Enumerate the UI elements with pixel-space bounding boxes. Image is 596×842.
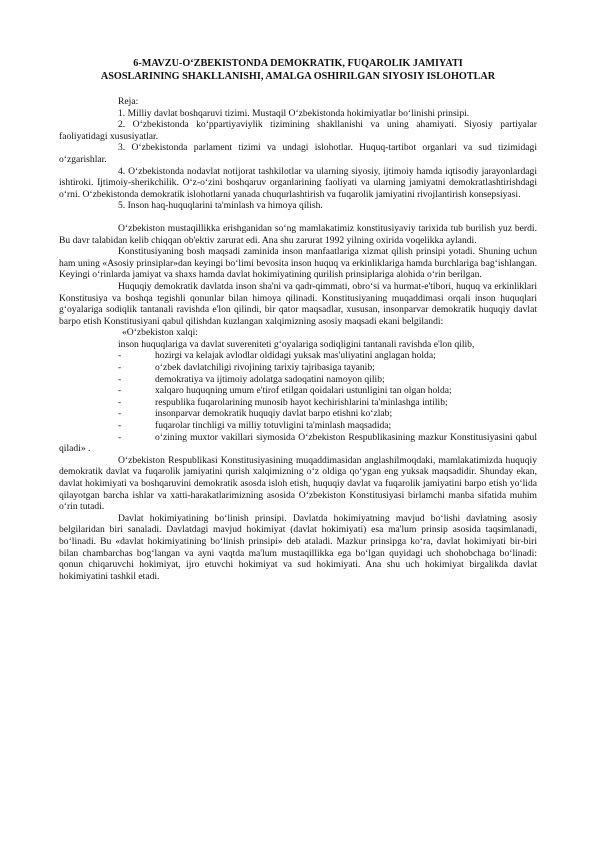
list-item-text: xalqaro huquqning umum e'tirof etilgan qoidalari ustunligini tan olgan holda;: [155, 385, 452, 397]
title-line-1: 6-MAVZU-O‘ZBEKISTONDA DEMOKRATIK, FUQAROLIK JAMIYATI: [133, 58, 463, 69]
plan-item-1: 1. Milliy davlat boshqaruvi tizimi. Mustaqil O‘zbekistonda hokimiyatlar bo‘linishi prinsipi.: [118, 107, 470, 119]
list-item: [59, 362, 537, 374]
list-item: [59, 374, 537, 386]
plan-item-3: 3. O‘zbekistonda parlament tizimi va undagi islohotlar. Huquq-tartibot organlari va sud tizimidagi o‘zgarishlar.: [59, 142, 537, 165]
paragraph-preamble-meaning: O‘zbekiston Respublikasi Konstitusiyasining muqaddimasidan anglashilmoqdaki, mamlakatimizda huquqiy demokratik davlat va fuqarolik jamiyatini qurish xalqimizning o‘z oldiga qo‘ygan eng yuksak maqsadidir. Shunday ekan, davlat hokimiyati va boshqaruvini demokratik asosda isloh etish, huquqiy davlat va fuqarolik jamiyatini barpo etish yo‘lida qilayotgan barcha ishlar va xatti-harakatlarimizning asosida O‘zbekiston Konstitusiyasi birlamchi manba sifatida muhim o‘rin tutadi.: [59, 454, 537, 513]
quote-intro: «O‘zbekiston xalqi:: [122, 327, 198, 339]
list-item-text: o‘zbek davlatchiligi rivojining tarixiy tajribasiga tayanib;: [155, 362, 375, 374]
plan-item-2: 2. O‘zbekistonda ko‘ppartiyaviylik tizimining shakllanishi va uning ahamiyati. Siyosiy partiyalar faoliyatidagi xususiyatlar.: [59, 119, 537, 142]
list-item-text: hozirgi va kelajak avlodlar oldidagi yuksak mas'uliyatini anglagan holda;: [155, 350, 436, 362]
list-item-text: demokratiya va ijtimoiy adolatga sadoqatini namoyon qilib;: [155, 373, 385, 385]
plan-item-4: 4. O‘zbekistonda nodavlat notijorat tashkilotlar va ularning siyosiy, ijtimoiy hamda iqtisodiy jarayonlardagi ishtiroki. Ijtimoiy-sherikchilik. O‘z-o‘zini boshqaruv organlarining faoliyati va ularning jamiyatni demokratlashtirishdagi o‘rni. O‘zbekistonda demokratik islohotlarni yanada chuqurlashtirish va fuqarolik jamiyatini rivojlantirish konsepsiyasi.: [59, 165, 537, 200]
plan-item-5: 5. Inson haq-huquqlarini ta'minlash va himoya qilish.: [118, 200, 323, 212]
paragraph-constitution-aim: Konstitusiyaning bosh maqsadi zaminida inson manfaatlariga xizmat qilish prinsipi yotadi. Shuning uchun ham uning «Asosiy prinsiplar»dan keyingi bo‘limi bevosita inson huquq va erkinliklariga hamda burchlariga bag‘ishlangan. Keyingi o‘rinlarda jamiyat va shaxs hamda davlat hokimiyatining qurilish prinsiplariga alohida o‘rin berilgan.: [59, 246, 537, 281]
dash-marker: -: [118, 385, 122, 397]
dash-marker: -: [118, 408, 122, 420]
list-item-text: fuqarolar tinchligi va milliy totuvligini ta'minlash maqsadida;: [155, 420, 392, 432]
dash-marker: -: [118, 431, 122, 443]
dash-marker: -: [118, 420, 122, 432]
list-item: [59, 408, 537, 420]
list-item: [59, 385, 537, 397]
paragraph-legal-state: Huquqiy demokratik davlatda inson sha'ni va qadr-qimmati, obro‘si va hurmat-e'tibori, huquq va erkinliklari Konstitusiya va boshqa tegishli qonunlar bilan himoya qilinadi. Konstitusiyaning muqaddimasi orqali inson huquqlari g‘oyalariga sodiqlik tantanali ravishda e'lon qilindi, bir qator maqsadlar, xususan, insonparvar demokratik huquqiy davlat barpo etish Konstitusiyani qabul qilishdan kuzlangan xalqimizning asosiy maqsadi ekani belgilandi:: [59, 280, 537, 327]
list-item: [59, 397, 537, 409]
paragraph-intro: O‘zbekiston mustaqillikka erishganidan so‘ng mamlakatimiz konstitusiyaviy tarixida tub burilish yuz berdi. Bu davr talabidan kelib chiqqan ob'ektiv zarurat edi. Ana shu zarurat 1992 yilning oxirida voqelikka aylandi.: [59, 222, 537, 246]
dash-marker: -: [118, 396, 122, 408]
section-gap: [59, 212, 537, 223]
list-item: [59, 420, 537, 432]
title-line-2: ASOSLARINING SHAKLLANISHI, AMALGA OSHIRILGAN SIYOSIY ISLOHOTLAR: [100, 70, 496, 82]
list-item-text: o‘zining muxtor vakillari siymosida O‘zbekiston Respublikasining mazkur Konstitusiyasini qabul qiladi» .: [59, 431, 537, 455]
list-item-last: [59, 432, 537, 455]
quote-line: inson huquqlariga va davlat suvereniteti g‘oyalariga sodiqligini tantanali ravishda e'lon qilib,: [118, 338, 475, 350]
plan-heading: Reja:: [118, 96, 139, 107]
paragraph-separation-of-powers: Davlat hokimiyatining bo‘linish prinsipi. Davlatda hokimiyatning mavjud bo‘lishi davlatning asosiy belgilaridan biri sanaladi. Davlatdagi mavjud hokimiyat (davlat hokimiyati) esa ma'lum prinsip asosida taqsimlanadi, bo‘linadi. Bu «davlat hokimiyatining bo‘linish prinsipi» deb ataladi. Mazkur prinsipga ko‘ra, davlat hokimiyati bir-biri bilan chambarchas bog‘langan va ayni vaqtda ma'lum mustaqillikka ega bo‘lgan quyidagi uch shohobchaga bo‘linadi: qonun chiqaruvchi hokimiyat, ijro etuvchi hokimiyat va sud hokimiyati. Ana shu uch hokimiyat birgalikda davlat hokimiyatini tashkil etadi.: [59, 512, 537, 582]
list-item-text: insonparvar demokratik huquqiy davlat barpo etishni ko‘zlab;: [155, 408, 393, 420]
list-item: [59, 350, 537, 362]
document-title: [59, 58, 537, 83]
dash-marker: -: [118, 373, 122, 385]
dash-marker: -: [118, 362, 122, 374]
list-item-text: respublika fuqarolarining munosib hayot kechirishlarini ta'minlashga intilib;: [155, 396, 448, 408]
dash-marker: -: [118, 350, 122, 362]
